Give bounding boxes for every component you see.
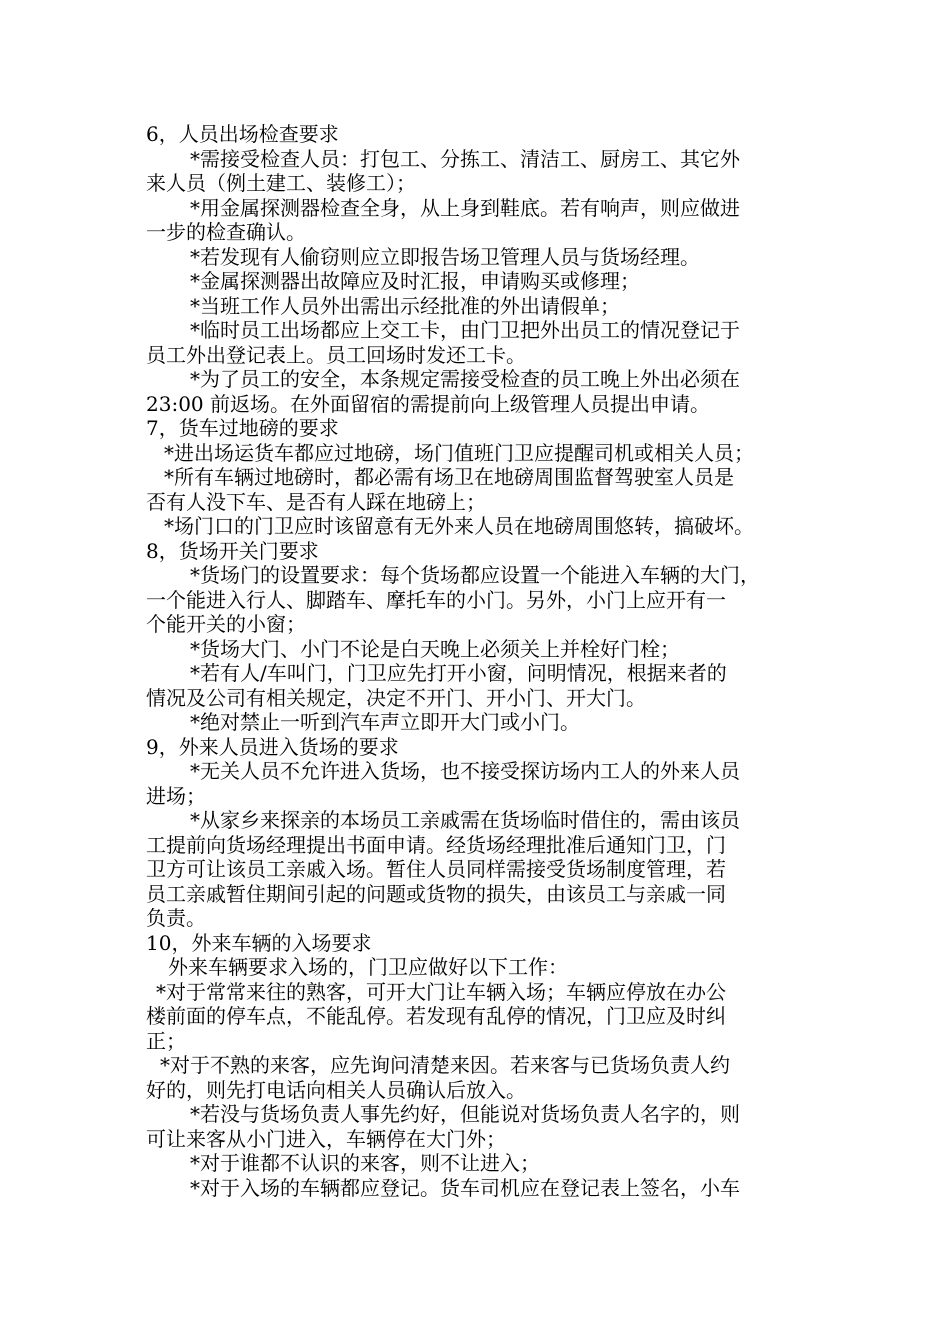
paragraph-line: 员工亲戚暂住期间引起的问题或货物的损失，由该员工与亲戚一同 — [146, 881, 726, 906]
paragraph-line: 工提前向货场经理提出书面申请。经货场经理批准后通知门卫，门 — [146, 832, 726, 857]
paragraph-line: *临时员工出场都应上交工卡，由门卫把外出员工的情况登记于 — [190, 318, 740, 342]
paragraph-line: 个能开关的小窗； — [146, 612, 306, 636]
paragraph-line: 一步的检查确认。 — [146, 220, 306, 244]
paragraph-line: 一个能进入行人、脚踏车、摩托车的小门。另外，小门上应开有一 — [146, 587, 726, 612]
paragraph-line: *当班工作人员外出需出示经批准的外出请假单； — [190, 293, 620, 318]
paragraph-line: *绝对禁止一听到汽车声立即开大门或小门。 — [190, 710, 580, 734]
paragraph-line: *从家乡来探亲的本场员工亲戚需在货场临时借住的，需由该员 — [190, 808, 740, 832]
paragraph-line: *对于入场的车辆都应登记。货车司机应在登记表上签名，小车 — [190, 1175, 740, 1200]
section-heading-9: 9，外来人员进入货场的要求 — [146, 734, 399, 759]
section-heading-6: 6，人员出场检查要求 — [146, 122, 339, 146]
paragraph-line: 正； — [146, 1028, 186, 1053]
section-heading-8: 8，货场开关门要求 — [146, 538, 319, 563]
paragraph-line: 员工外出登记表上。员工回场时发还工卡。 — [146, 342, 526, 367]
paragraph-line: 情况及公司有相关规定，决定不开门、开小门、开大门。 — [146, 685, 646, 710]
paragraph-line: *货场门的设置要求：每个货场都应设置一个能进入车辆的大门， — [190, 563, 760, 587]
paragraph-line: *场门口的门卫应时该留意有无外来人员在地磅周围悠转，搞破坏。 — [164, 514, 754, 538]
paragraph-line: *为了员工的安全，本条规定需接受检查的员工晚上外出必须在 — [190, 367, 740, 391]
paragraph-line: 外来车辆要求入场的，门卫应做好以下工作： — [168, 955, 568, 979]
paragraph-line: 来人员（例土建工、装修工）； — [146, 171, 416, 195]
paragraph-line: *所有车辆过地磅时，都必需有场卫在地磅周围监督驾驶室人员是 — [164, 465, 734, 489]
paragraph-line: 负责。 — [146, 906, 206, 930]
paragraph-line: *对于谁都不认识的来客，则不让进入； — [190, 1151, 540, 1175]
paragraph-line: 可让来客从小门进入，车辆停在大门外； — [146, 1126, 506, 1151]
paragraph-line: *若有人/车叫门，门卫应先打开小窗，问明情况，根据来者的 — [190, 661, 727, 685]
paragraph-line: 进场； — [146, 783, 206, 808]
paragraph-line: *无关人员不允许进入货场，也不接受探访场内工人的外来人员 — [190, 759, 740, 783]
paragraph-line: 卫方可让该员工亲戚入场。暂住人员同样需接受货场制度管理，若 — [146, 857, 726, 881]
paragraph-line: *金属探测器出故障应及时汇报，申请购买或修理； — [190, 269, 640, 293]
section-heading-7: 7，货车过地磅的要求 — [146, 416, 339, 440]
paragraph-line: 楼前面的停车点，不能乱停。若发现有乱停的情况，门卫应及时纠 — [146, 1004, 726, 1028]
paragraph-line: *需接受检查人员：打包工、分拣工、清洁工、厨房工、其它外 — [190, 146, 740, 171]
paragraph-line: 23:00 前返场。在外面留宿的需提前向上级管理人员提出申请。 — [146, 391, 710, 416]
document-body — [146, 122, 816, 1200]
paragraph-line: *若发现有人偷窃则应立即报告场卫管理人员与货场经理。 — [190, 244, 700, 269]
paragraph-line: *若没与货场负责人事先约好，但能说对货场负责人名字的，则 — [190, 1102, 740, 1126]
paragraph-line: *对于不熟的来客，应先询问清楚来因。若来客与已货场负责人约 — [160, 1053, 730, 1077]
paragraph-line: *货场大门、小门不论是白天晚上必须关上并栓好门栓； — [190, 636, 680, 661]
paragraph-line: *对于常常来往的熟客，可开大门让车辆入场；车辆应停放在办公 — [156, 979, 726, 1004]
paragraph-line: 否有人没下车、是否有人踩在地磅上； — [146, 489, 486, 514]
section-heading-10: 10，外来车辆的入场要求 — [146, 930, 372, 955]
paragraph-line: *用金属探测器检查全身，从上身到鞋底。若有响声，则应做进 — [190, 195, 740, 220]
paragraph-line: 好的，则先打电话向相关人员确认后放入。 — [146, 1077, 526, 1102]
paragraph-line: *进出场运货车都应过地磅，场门值班门卫应提醒司机或相关人员； — [164, 440, 754, 465]
